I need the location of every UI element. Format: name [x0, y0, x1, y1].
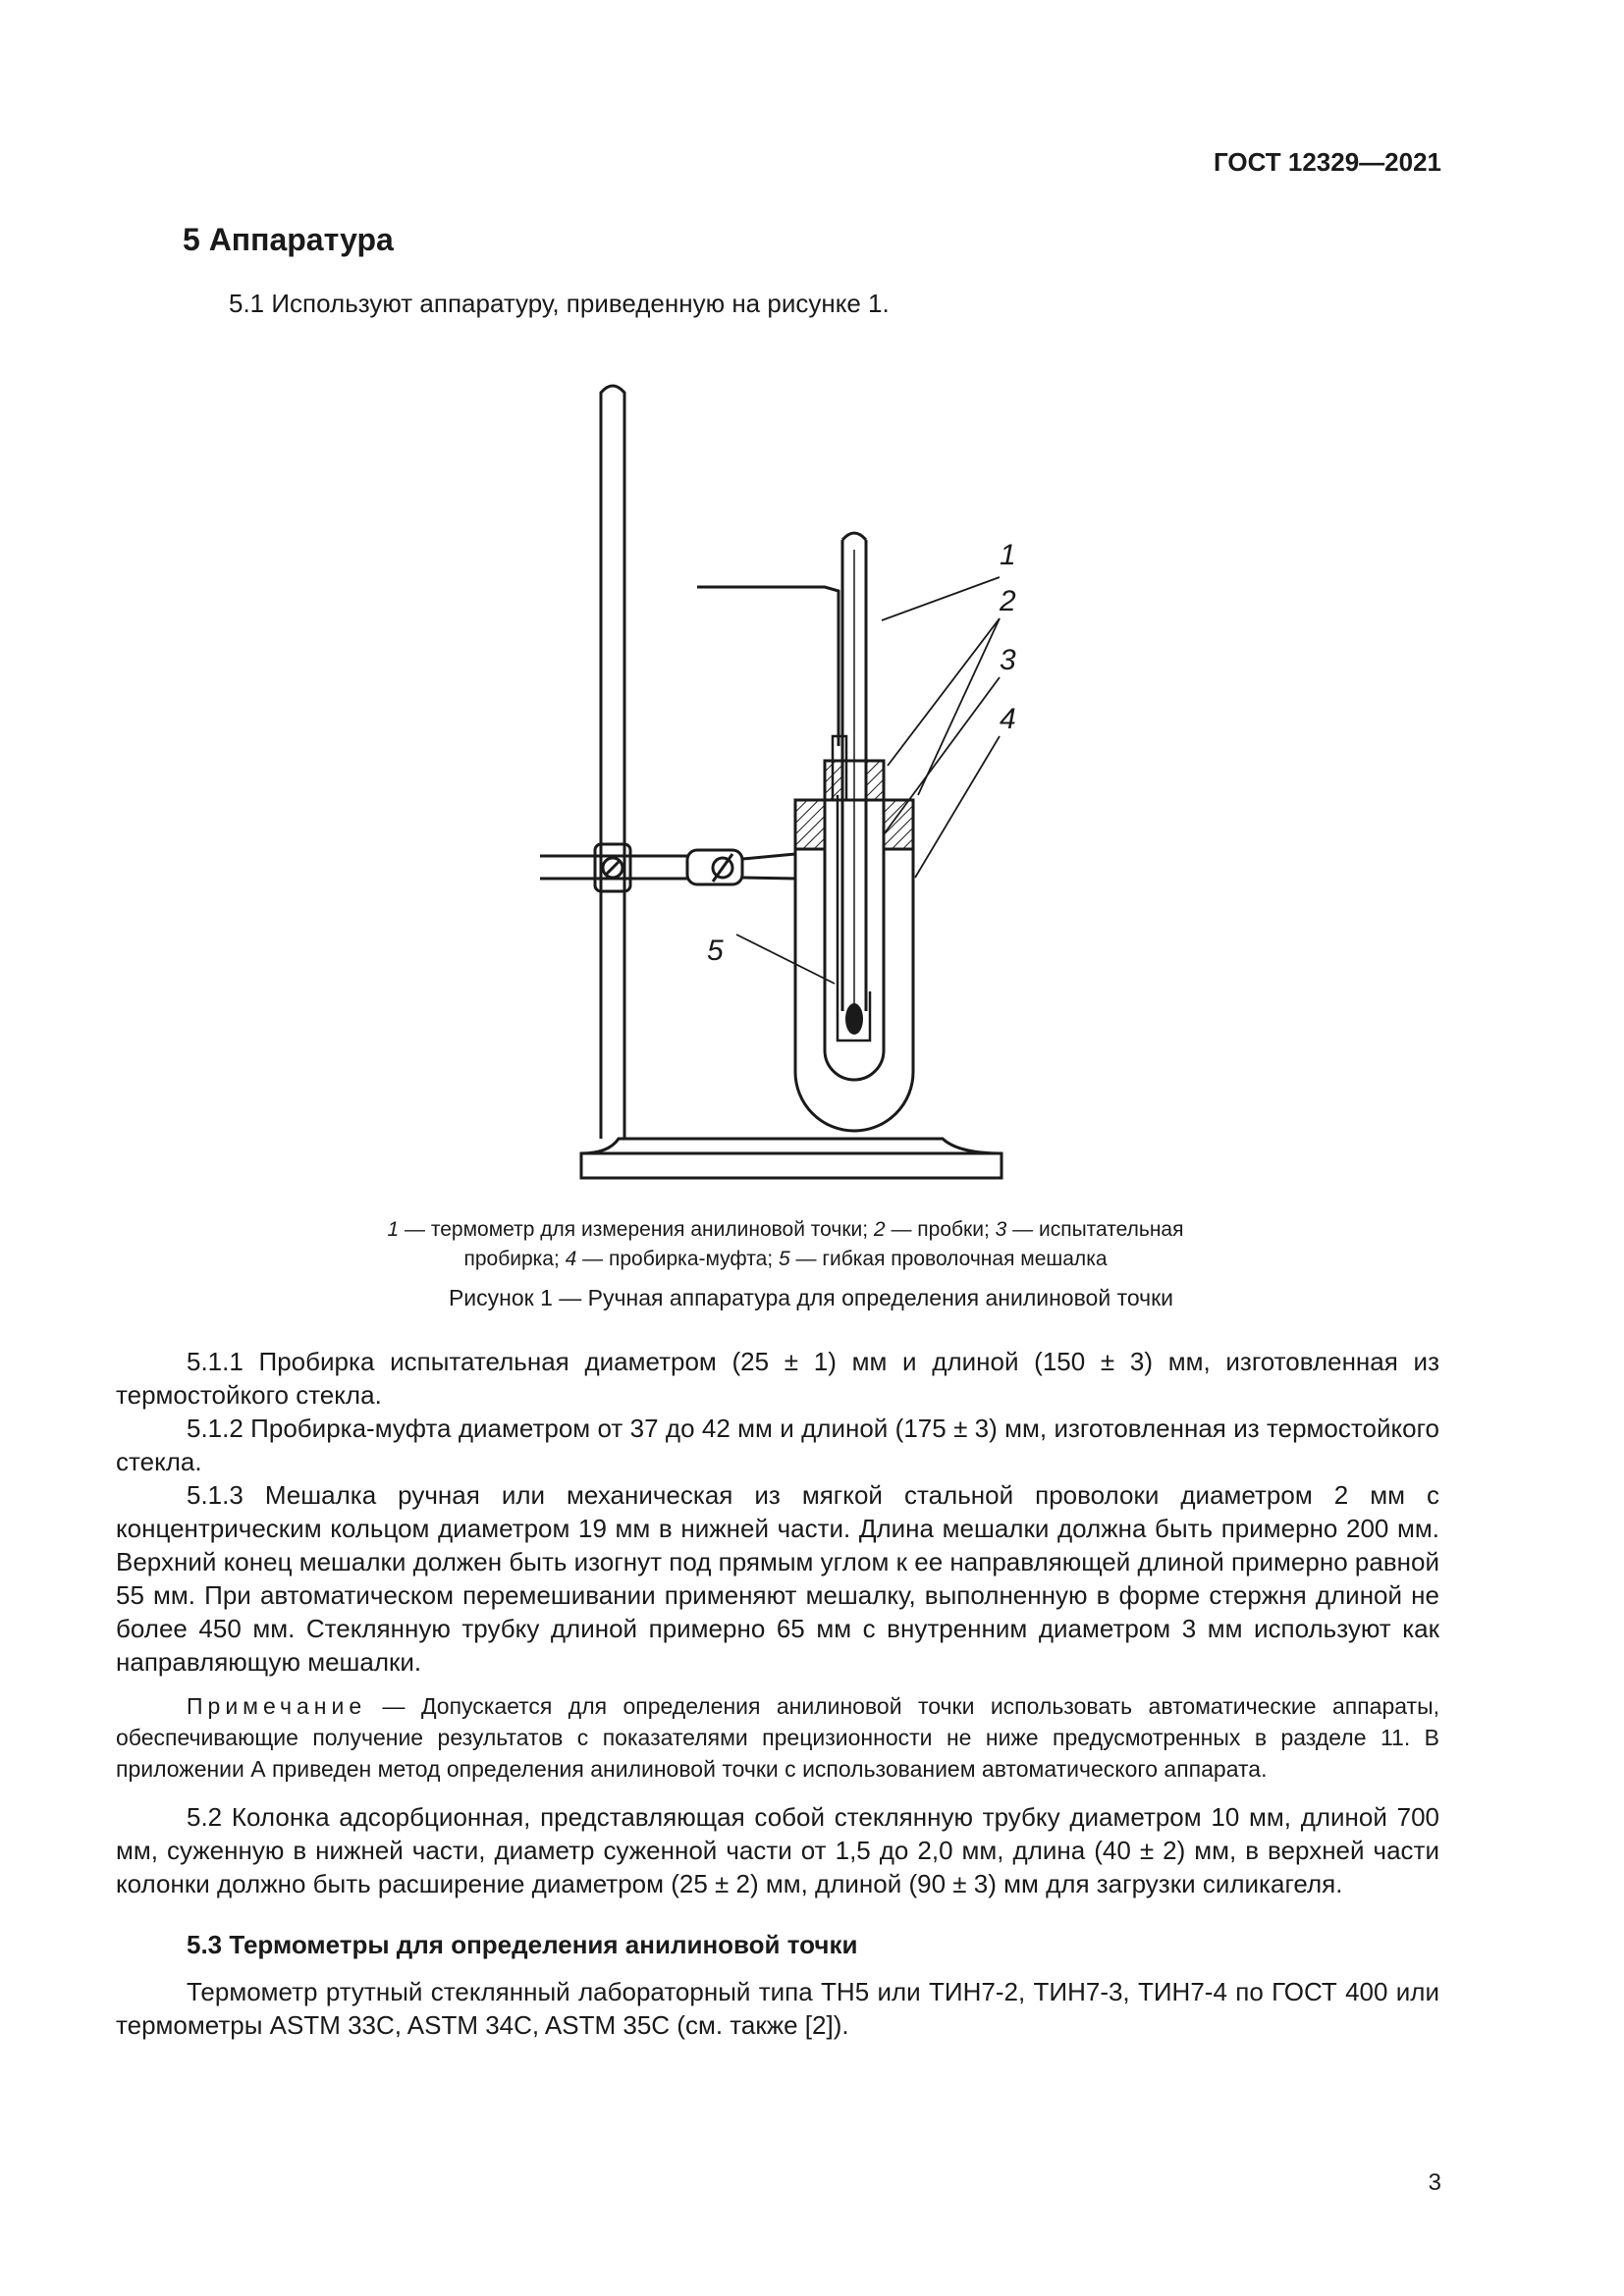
body-text: [116, 1345, 1439, 2042]
stirrer: [697, 587, 839, 746]
callout-1: 1: [1000, 539, 1016, 571]
callout-4: 4: [1000, 703, 1016, 735]
paragraph-5-1-1: 5.1.1 Пробирка испытательная диаметром (25 ± 1) мм и длиной (150 ± 3) мм, изготовленная из термостойкого стекла.: [116, 1347, 1439, 1410]
paragraph-5-3: Термометр ртутный стеклянный лабораторный типа ТН5 или ТИН7-2, ТИН7-3, ТИН7-4 по ГОСТ 400 или термометры ASTM 33C, ASTM 34C, ASTM 35C (см. также [2]).: [116, 1977, 1439, 2040]
paragraph-5-2: 5.2 Колонка адсорбционная, представляющая собой стеклянную трубку диаметром 10 мм, длиной 700 мм, суженную в нижней части, диаметр суженной части от 1,5 до 2,0 мм, длина (40 ± 2) мм, в верхней части колонки должно быть расширение диаметром (25 ± 2) мм, длиной (90 ± 3) мм для загрузки силикагеля.: [116, 1802, 1439, 1898]
stand-rod: [601, 386, 624, 1139]
note: [116, 1690, 1439, 1785]
note-lead: Примечание: [187, 1693, 367, 1719]
document-code: ГОСТ 12329—2021: [1214, 147, 1441, 177]
apparatus-figure: [511, 363, 1060, 1188]
page-number: 3: [1428, 2169, 1441, 2196]
note-text: — Допускается для определения анилиновой точки использовать автоматические аппараты, обеспечивающие получение результатов с показателями прецизионности не ниже предусмотренных в разделе 11. В приложении А приведен метод определения анилиновой точки с использованием автоматического аппарата.: [116, 1693, 1439, 1782]
section-title: 5 Аппаратура: [183, 222, 394, 257]
callout-2: 2: [1000, 585, 1016, 617]
figure-caption: Рисунок 1 — Ручная аппаратура для определения анилиновой точки: [448, 1285, 1174, 1310]
section-intro: 5.1 Используют аппаратуру, приведенную на рисунке 1.: [229, 289, 890, 318]
callout-3: 3: [1000, 644, 1016, 676]
paragraph-5-1-2: 5.1.2 Пробирка-муфта диаметром от 37 до 42 мм и длиной (175 ± 3) мм, изготовленная из термостойкого стекла.: [116, 1414, 1439, 1476]
stand-base: [581, 1153, 1001, 1178]
paragraph-5-1-3: 5.1.3 Мешалка ручная или механическая из мягкой стальной проволоки диаметром 2 мм с концентрическим кольцом диаметром 19 мм в нижней части. Длина мешалки должна быть примерно 200 мм. Верхний конец мешалки должен быть изогнут под прямым углом к ее направляющей длиной примерно равной 55 мм. При автоматическом перемешивании применяют мешалку, выполненную в форме стержня длиной не более 450 мм. Стеклянную трубку длиной примерно 65 мм с внутренним диаметром 3 мм используют как направляющую мешалки.: [116, 1480, 1439, 1677]
figure-legend: 1 — термометр для измерения анилиновой точки; 2 — пробки; 3 — испытательная пробирка; 4 — пробирка-муфта; 5 — гибкая проволочная мешалка: [387, 1218, 1184, 1270]
subsection-5-3-title: 5.3 Термометры для определения анилиновой точки: [187, 1930, 858, 1959]
callout-5: 5: [707, 934, 724, 967]
